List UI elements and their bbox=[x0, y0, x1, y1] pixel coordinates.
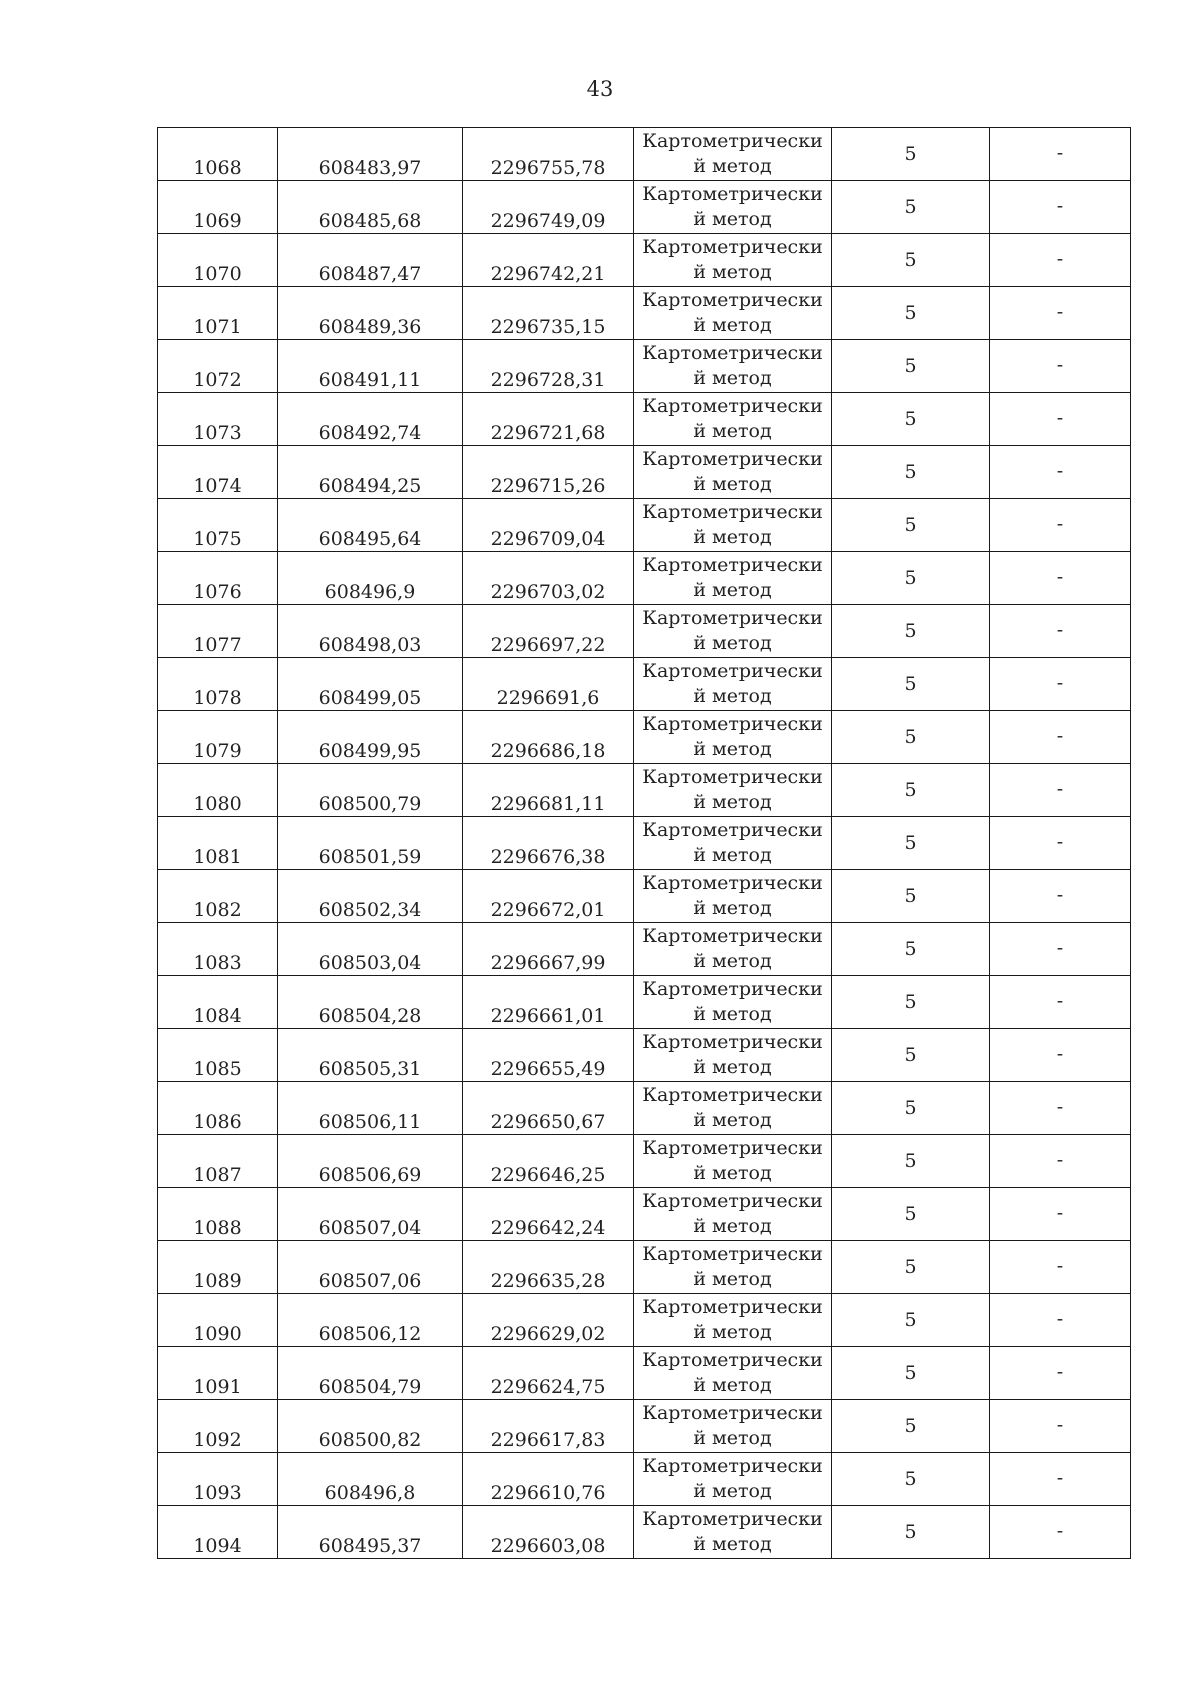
method-text-line1: Картометрически bbox=[642, 1243, 823, 1265]
method-text-line1: Картометрически bbox=[642, 501, 823, 523]
note-cell: - bbox=[990, 764, 1131, 817]
method-text-line2: й метод bbox=[693, 738, 772, 760]
y-coordinate-cell: 2296735,15 bbox=[463, 287, 634, 340]
point-number-cell: 1085 bbox=[158, 1029, 278, 1082]
accuracy-cell: 5 bbox=[832, 1453, 990, 1506]
note-cell: - bbox=[990, 1400, 1131, 1453]
y-coordinate-cell: 2296742,21 bbox=[463, 234, 634, 287]
note-cell: - bbox=[990, 923, 1131, 976]
note-cell: - bbox=[990, 605, 1131, 658]
method-text-line1: Картометрически bbox=[642, 289, 823, 311]
method-text-line1: Картометрически bbox=[642, 1349, 823, 1371]
method-cell bbox=[634, 976, 832, 1029]
method-cell bbox=[634, 923, 832, 976]
accuracy-cell: 5 bbox=[832, 340, 990, 393]
method-text-line1: Картометрически bbox=[642, 183, 823, 205]
method-text-line2: й метод bbox=[693, 1533, 772, 1555]
accuracy-cell: 5 bbox=[832, 1082, 990, 1135]
accuracy-cell: 5 bbox=[832, 1294, 990, 1347]
coordinates-table bbox=[157, 127, 1131, 1559]
table-row bbox=[158, 923, 1131, 976]
table-row bbox=[158, 1453, 1131, 1506]
method-text-line1: Картометрически bbox=[642, 1402, 823, 1424]
accuracy-cell: 5 bbox=[832, 1347, 990, 1400]
y-coordinate-cell: 2296624,75 bbox=[463, 1347, 634, 1400]
method-text-line1: Картометрически bbox=[642, 448, 823, 470]
note-cell: - bbox=[990, 711, 1131, 764]
method-cell bbox=[634, 499, 832, 552]
x-coordinate-cell: 608505,31 bbox=[278, 1029, 463, 1082]
note-cell: - bbox=[990, 234, 1131, 287]
table-row bbox=[158, 234, 1131, 287]
method-text-line1: Картометрически bbox=[642, 342, 823, 364]
method-cell bbox=[634, 1135, 832, 1188]
table-row bbox=[158, 287, 1131, 340]
note-cell: - bbox=[990, 128, 1131, 181]
y-coordinate-cell: 2296646,25 bbox=[463, 1135, 634, 1188]
x-coordinate-cell: 608502,34 bbox=[278, 870, 463, 923]
accuracy-cell: 5 bbox=[832, 499, 990, 552]
method-text-line2: й метод bbox=[693, 1109, 772, 1131]
note-cell: - bbox=[990, 1082, 1131, 1135]
method-text-line1: Картометрически bbox=[642, 1455, 823, 1477]
table-row bbox=[158, 552, 1131, 605]
point-number-cell: 1080 bbox=[158, 764, 278, 817]
accuracy-cell: 5 bbox=[832, 552, 990, 605]
x-coordinate-cell: 608483,97 bbox=[278, 128, 463, 181]
y-coordinate-cell: 2296672,01 bbox=[463, 870, 634, 923]
table-row bbox=[158, 1400, 1131, 1453]
note-cell: - bbox=[990, 1294, 1131, 1347]
point-number-cell: 1091 bbox=[158, 1347, 278, 1400]
x-coordinate-cell: 608498,03 bbox=[278, 605, 463, 658]
method-text-line2: й метод bbox=[693, 367, 772, 389]
accuracy-cell: 5 bbox=[832, 976, 990, 1029]
x-coordinate-cell: 608500,79 bbox=[278, 764, 463, 817]
method-cell bbox=[634, 817, 832, 870]
table-row bbox=[158, 1135, 1131, 1188]
accuracy-cell: 5 bbox=[832, 605, 990, 658]
method-cell bbox=[634, 1453, 832, 1506]
note-cell: - bbox=[990, 287, 1131, 340]
y-coordinate-cell: 2296691,6 bbox=[463, 658, 634, 711]
method-text-line2: й метод bbox=[693, 420, 772, 442]
table-row bbox=[158, 393, 1131, 446]
method-cell bbox=[634, 446, 832, 499]
point-number-cell: 1077 bbox=[158, 605, 278, 658]
method-text-line1: Картометрически bbox=[642, 766, 823, 788]
y-coordinate-cell: 2296635,28 bbox=[463, 1241, 634, 1294]
note-cell: - bbox=[990, 340, 1131, 393]
method-cell bbox=[634, 1506, 832, 1559]
table-row bbox=[158, 1029, 1131, 1082]
method-cell bbox=[634, 711, 832, 764]
y-coordinate-cell: 2296617,83 bbox=[463, 1400, 634, 1453]
method-text-line2: й метод bbox=[693, 897, 772, 919]
point-number-cell: 1087 bbox=[158, 1135, 278, 1188]
method-text-line2: й метод bbox=[693, 579, 772, 601]
x-coordinate-cell: 608500,82 bbox=[278, 1400, 463, 1453]
point-number-cell: 1084 bbox=[158, 976, 278, 1029]
method-cell bbox=[634, 393, 832, 446]
method-text-line2: й метод bbox=[693, 1003, 772, 1025]
method-cell bbox=[634, 1188, 832, 1241]
method-cell bbox=[634, 1241, 832, 1294]
method-text-line1: Картометрически bbox=[642, 925, 823, 947]
method-text-line1: Картометрически bbox=[642, 1296, 823, 1318]
table-row bbox=[158, 976, 1131, 1029]
table-row bbox=[158, 340, 1131, 393]
point-number-cell: 1083 bbox=[158, 923, 278, 976]
note-cell: - bbox=[990, 393, 1131, 446]
method-cell bbox=[634, 552, 832, 605]
page-number: 43 bbox=[586, 77, 614, 101]
accuracy-cell: 5 bbox=[832, 393, 990, 446]
point-number-cell: 1075 bbox=[158, 499, 278, 552]
y-coordinate-cell: 2296749,09 bbox=[463, 181, 634, 234]
method-text-line2: й метод bbox=[693, 791, 772, 813]
point-number-cell: 1081 bbox=[158, 817, 278, 870]
note-cell: - bbox=[990, 499, 1131, 552]
method-text-line2: й метод bbox=[693, 1427, 772, 1449]
method-text-line2: й метод bbox=[693, 950, 772, 972]
x-coordinate-cell: 608507,06 bbox=[278, 1241, 463, 1294]
method-cell bbox=[634, 1400, 832, 1453]
point-number-cell: 1071 bbox=[158, 287, 278, 340]
accuracy-cell: 5 bbox=[832, 128, 990, 181]
method-text-line1: Картометрически bbox=[642, 1508, 823, 1530]
y-coordinate-cell: 2296728,31 bbox=[463, 340, 634, 393]
note-cell: - bbox=[990, 976, 1131, 1029]
table-row bbox=[158, 1082, 1131, 1135]
x-coordinate-cell: 608494,25 bbox=[278, 446, 463, 499]
point-number-cell: 1073 bbox=[158, 393, 278, 446]
method-text-line2: й метод bbox=[693, 844, 772, 866]
y-coordinate-cell: 2296755,78 bbox=[463, 128, 634, 181]
x-coordinate-cell: 608496,8 bbox=[278, 1453, 463, 1506]
accuracy-cell: 5 bbox=[832, 764, 990, 817]
method-text-line2: й метод bbox=[693, 1268, 772, 1290]
accuracy-cell: 5 bbox=[832, 1506, 990, 1559]
note-cell: - bbox=[990, 552, 1131, 605]
accuracy-cell: 5 bbox=[832, 1135, 990, 1188]
table-row bbox=[158, 711, 1131, 764]
x-coordinate-cell: 608507,04 bbox=[278, 1188, 463, 1241]
accuracy-cell: 5 bbox=[832, 870, 990, 923]
accuracy-cell: 5 bbox=[832, 1400, 990, 1453]
table-row bbox=[158, 605, 1131, 658]
note-cell: - bbox=[990, 1506, 1131, 1559]
method-cell bbox=[634, 605, 832, 658]
method-text-line1: Картометрически bbox=[642, 660, 823, 682]
method-cell bbox=[634, 340, 832, 393]
method-text-line2: й метод bbox=[693, 1162, 772, 1184]
method-cell bbox=[634, 1082, 832, 1135]
accuracy-cell: 5 bbox=[832, 658, 990, 711]
method-text-line2: й метод bbox=[693, 314, 772, 336]
method-text-line1: Картометрически bbox=[642, 1031, 823, 1053]
point-number-cell: 1088 bbox=[158, 1188, 278, 1241]
accuracy-cell: 5 bbox=[832, 1029, 990, 1082]
x-coordinate-cell: 608506,69 bbox=[278, 1135, 463, 1188]
method-cell bbox=[634, 287, 832, 340]
note-cell: - bbox=[990, 1135, 1131, 1188]
note-cell: - bbox=[990, 181, 1131, 234]
x-coordinate-cell: 608499,95 bbox=[278, 711, 463, 764]
x-coordinate-cell: 608501,59 bbox=[278, 817, 463, 870]
method-cell bbox=[634, 181, 832, 234]
method-text-line1: Картометрически bbox=[642, 1190, 823, 1212]
method-cell bbox=[634, 658, 832, 711]
method-text-line2: й метод bbox=[693, 261, 772, 283]
y-coordinate-cell: 2296610,76 bbox=[463, 1453, 634, 1506]
x-coordinate-cell: 608499,05 bbox=[278, 658, 463, 711]
y-coordinate-cell: 2296655,49 bbox=[463, 1029, 634, 1082]
table-row bbox=[158, 1347, 1131, 1400]
y-coordinate-cell: 2296709,04 bbox=[463, 499, 634, 552]
method-text-line1: Картометрически bbox=[642, 1084, 823, 1106]
note-cell: - bbox=[990, 446, 1131, 499]
method-text-line1: Картометрически bbox=[642, 713, 823, 735]
table-row bbox=[158, 128, 1131, 181]
point-number-cell: 1089 bbox=[158, 1241, 278, 1294]
x-coordinate-cell: 608495,64 bbox=[278, 499, 463, 552]
method-text-line2: й метод bbox=[693, 526, 772, 548]
table-row bbox=[158, 764, 1131, 817]
y-coordinate-cell: 2296661,01 bbox=[463, 976, 634, 1029]
method-text-line1: Картометрически bbox=[642, 607, 823, 629]
note-cell: - bbox=[990, 658, 1131, 711]
point-number-cell: 1090 bbox=[158, 1294, 278, 1347]
accuracy-cell: 5 bbox=[832, 711, 990, 764]
point-number-cell: 1086 bbox=[158, 1082, 278, 1135]
x-coordinate-cell: 608506,12 bbox=[278, 1294, 463, 1347]
method-cell bbox=[634, 128, 832, 181]
point-number-cell: 1094 bbox=[158, 1506, 278, 1559]
method-cell bbox=[634, 764, 832, 817]
x-coordinate-cell: 608485,68 bbox=[278, 181, 463, 234]
y-coordinate-cell: 2296686,18 bbox=[463, 711, 634, 764]
table-row bbox=[158, 181, 1131, 234]
note-cell: - bbox=[990, 1241, 1131, 1294]
y-coordinate-cell: 2296697,22 bbox=[463, 605, 634, 658]
method-text-line1: Картометрически bbox=[642, 554, 823, 576]
method-cell bbox=[634, 870, 832, 923]
point-number-cell: 1072 bbox=[158, 340, 278, 393]
method-text-line2: й метод bbox=[693, 1321, 772, 1343]
method-text-line1: Картометрически bbox=[642, 819, 823, 841]
point-number-cell: 1070 bbox=[158, 234, 278, 287]
method-text-line2: й метод bbox=[693, 1215, 772, 1237]
coordinates-table-body bbox=[158, 128, 1131, 1559]
point-number-cell: 1092 bbox=[158, 1400, 278, 1453]
table-row bbox=[158, 1506, 1131, 1559]
accuracy-cell: 5 bbox=[832, 181, 990, 234]
x-coordinate-cell: 608489,36 bbox=[278, 287, 463, 340]
method-cell bbox=[634, 234, 832, 287]
x-coordinate-cell: 608496,9 bbox=[278, 552, 463, 605]
method-text-line2: й метод bbox=[693, 1374, 772, 1396]
accuracy-cell: 5 bbox=[832, 446, 990, 499]
method-text-line2: й метод bbox=[693, 685, 772, 707]
method-text-line2: й метод bbox=[693, 473, 772, 495]
method-text-line2: й метод bbox=[693, 1056, 772, 1078]
method-cell bbox=[634, 1029, 832, 1082]
x-coordinate-cell: 608506,11 bbox=[278, 1082, 463, 1135]
point-number-cell: 1068 bbox=[158, 128, 278, 181]
table-row bbox=[158, 870, 1131, 923]
note-cell: - bbox=[990, 1029, 1131, 1082]
y-coordinate-cell: 2296642,24 bbox=[463, 1188, 634, 1241]
accuracy-cell: 5 bbox=[832, 287, 990, 340]
table-row bbox=[158, 499, 1131, 552]
method-cell bbox=[634, 1294, 832, 1347]
note-cell: - bbox=[990, 817, 1131, 870]
x-coordinate-cell: 608492,74 bbox=[278, 393, 463, 446]
method-text-line1: Картометрически bbox=[642, 236, 823, 258]
x-coordinate-cell: 608487,47 bbox=[278, 234, 463, 287]
accuracy-cell: 5 bbox=[832, 1188, 990, 1241]
note-cell: - bbox=[990, 1347, 1131, 1400]
y-coordinate-cell: 2296667,99 bbox=[463, 923, 634, 976]
method-text-line1: Картометрически bbox=[642, 130, 823, 152]
table-row bbox=[158, 1188, 1131, 1241]
table-row bbox=[158, 658, 1131, 711]
point-number-cell: 1074 bbox=[158, 446, 278, 499]
method-text-line2: й метод bbox=[693, 632, 772, 654]
note-cell: - bbox=[990, 870, 1131, 923]
y-coordinate-cell: 2296721,68 bbox=[463, 393, 634, 446]
accuracy-cell: 5 bbox=[832, 817, 990, 870]
point-number-cell: 1093 bbox=[158, 1453, 278, 1506]
method-text-line2: й метод bbox=[693, 155, 772, 177]
table-row bbox=[158, 1294, 1131, 1347]
table-row bbox=[158, 446, 1131, 499]
method-text-line2: й метод bbox=[693, 1480, 772, 1502]
y-coordinate-cell: 2296603,08 bbox=[463, 1506, 634, 1559]
table-row bbox=[158, 817, 1131, 870]
y-coordinate-cell: 2296715,26 bbox=[463, 446, 634, 499]
y-coordinate-cell: 2296703,02 bbox=[463, 552, 634, 605]
y-coordinate-cell: 2296629,02 bbox=[463, 1294, 634, 1347]
x-coordinate-cell: 608503,04 bbox=[278, 923, 463, 976]
point-number-cell: 1079 bbox=[158, 711, 278, 764]
method-text-line1: Картометрически bbox=[642, 1137, 823, 1159]
method-cell bbox=[634, 1347, 832, 1400]
method-text-line1: Картометрически bbox=[642, 978, 823, 1000]
point-number-cell: 1078 bbox=[158, 658, 278, 711]
point-number-cell: 1082 bbox=[158, 870, 278, 923]
accuracy-cell: 5 bbox=[832, 923, 990, 976]
point-number-cell: 1076 bbox=[158, 552, 278, 605]
accuracy-cell: 5 bbox=[832, 234, 990, 287]
note-cell: - bbox=[990, 1188, 1131, 1241]
method-text-line1: Картометрически bbox=[642, 872, 823, 894]
method-text-line1: Картометрически bbox=[642, 395, 823, 417]
method-text-line2: й метод bbox=[693, 208, 772, 230]
x-coordinate-cell: 608504,28 bbox=[278, 976, 463, 1029]
point-number-cell: 1069 bbox=[158, 181, 278, 234]
accuracy-cell: 5 bbox=[832, 1241, 990, 1294]
y-coordinate-cell: 2296681,11 bbox=[463, 764, 634, 817]
y-coordinate-cell: 2296650,67 bbox=[463, 1082, 634, 1135]
x-coordinate-cell: 608495,37 bbox=[278, 1506, 463, 1559]
table-row bbox=[158, 1241, 1131, 1294]
y-coordinate-cell: 2296676,38 bbox=[463, 817, 634, 870]
note-cell: - bbox=[990, 1453, 1131, 1506]
x-coordinate-cell: 608491,11 bbox=[278, 340, 463, 393]
x-coordinate-cell: 608504,79 bbox=[278, 1347, 463, 1400]
